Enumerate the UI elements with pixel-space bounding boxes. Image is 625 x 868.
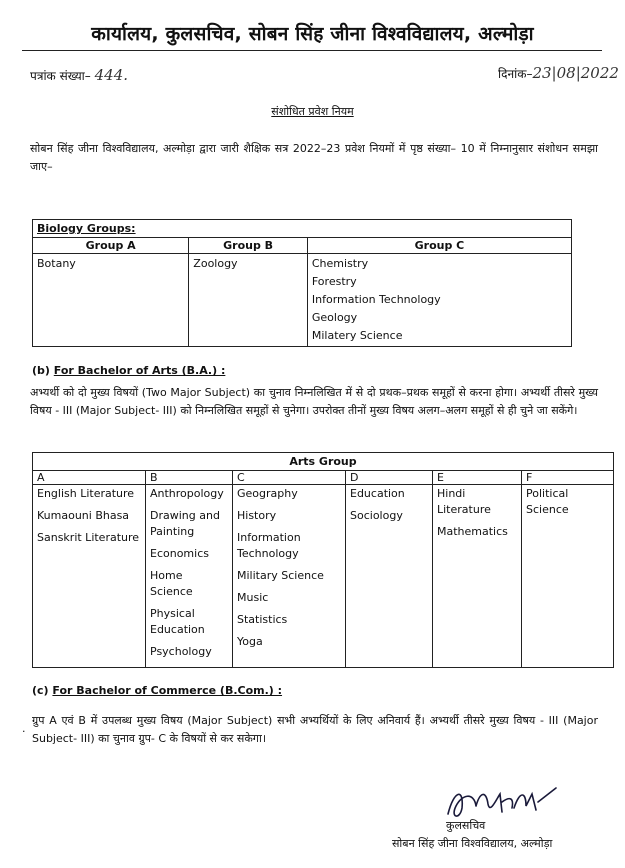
bcom-paragraph: ग्रुप A एवं B में उपलब्ध मुख्य विषय (Major Subject) सभी अभ्यर्थियों के लिए अनिवार्य हैं। अभ्यर्थी तीसरे मुख्य विषय - III (Major Subject- III) का चुनाव ग्रुप- C के विषयों से कर सकेगा। — [32, 714, 598, 745]
date-label: दिनांक– — [498, 67, 533, 81]
col-c-header: C — [233, 471, 346, 485]
biology-groups-table — [32, 219, 572, 347]
list-item: Forestry — [311, 275, 357, 288]
group-b-header: Group B — [189, 238, 308, 254]
list-item: Zoology — [193, 257, 238, 270]
date-line — [498, 64, 619, 82]
ba-prefix: (b) — [32, 364, 50, 377]
list-item: English Literature — [37, 487, 135, 500]
reference-number — [30, 66, 128, 84]
list-item: Yoga — [237, 635, 263, 648]
col-a-cell — [33, 485, 146, 668]
group-a-header: Group A — [33, 238, 189, 254]
list-item: Milatery Science — [311, 329, 403, 342]
col-d-cell — [346, 485, 433, 668]
col-b-header: B — [146, 471, 233, 485]
signature-designation: कुलसचिव — [446, 819, 486, 832]
list-item: Chemistry — [311, 257, 369, 270]
ba-subheading — [32, 364, 225, 377]
list-item: Military Science — [237, 569, 324, 582]
arts-caption: Arts Group — [33, 453, 614, 471]
list-item: Geology — [311, 311, 358, 324]
bcom-prefix: (c) — [32, 684, 49, 697]
bcom-bullet: . — [22, 722, 26, 735]
bcom-heading: For Bachelor of Commerce (B.Com.) : — [52, 684, 283, 697]
col-c-cell — [233, 485, 346, 668]
list-item: Anthropology — [150, 487, 224, 500]
date-value: 23|08|2022 — [532, 64, 619, 82]
col-e-header: E — [433, 471, 522, 485]
list-item: Physical Education — [150, 607, 205, 636]
list-item: Statistics — [237, 613, 288, 626]
ba-heading: For Bachelor of Arts (B.A.) : — [53, 364, 226, 377]
bcom-subheading — [32, 684, 282, 697]
list-item: Geography — [237, 487, 298, 500]
list-item: Sanskrit Literature — [37, 531, 140, 544]
col-f-header: F — [522, 471, 614, 485]
group-a-cell — [33, 254, 189, 347]
signature-organisation: सोबन सिंह जीना विश्वविद्यालय, अल्मोड़ा — [392, 837, 553, 850]
list-item: Home Science — [150, 569, 193, 598]
list-item: Economics — [150, 547, 209, 560]
list-item: Kumaouni Bhasa — [37, 509, 130, 522]
col-a-header: A — [33, 471, 146, 485]
list-item: Education — [350, 487, 405, 500]
list-item: Drawing and Painting — [150, 509, 220, 538]
col-b-cell — [146, 485, 233, 668]
list-item: History — [237, 509, 277, 522]
list-item: Mathematics — [437, 525, 508, 538]
biology-caption: Biology Groups: — [33, 220, 572, 238]
title-underline — [22, 50, 602, 51]
group-c-cell — [307, 254, 571, 347]
list-item: Information Technology — [311, 293, 441, 306]
intro-paragraph: सोबन सिंह जीना विश्वविद्यालय, अल्मोड़ा द्वारा जारी शैक्षिक सत्र 2022–23 प्रवेश नियमों में पृष्ठ संख्या– 10 में निम्नानुसार संशोधन समझा जाए– — [30, 142, 598, 173]
col-d-header: D — [346, 471, 433, 485]
list-item: Hindi Literature — [437, 487, 491, 516]
col-e-cell — [433, 485, 522, 668]
reference-value: 444. — [94, 66, 129, 84]
arts-group-table — [32, 452, 614, 668]
list-item: Sociology — [350, 509, 403, 522]
list-item: Information Technology — [237, 531, 301, 560]
list-item: Botany — [37, 257, 76, 270]
group-c-header: Group C — [307, 238, 571, 254]
list-item: Political Science — [526, 487, 569, 516]
list-item: Music — [237, 591, 269, 604]
document-heading: संशोधित प्रवेश नियम — [271, 105, 354, 118]
office-title: कार्यालय, कुलसचिव, सोबन सिंह जीना विश्वविद्यालय, अल्मोड़ा — [91, 23, 534, 45]
ba-paragraph: अभ्यर्थी को दो मुख्य विषयों (Two Major Subject) का चुनाव निम्नलिखित में से दो प्रथक–प्रथक समूहों से करना होगा। अभ्यर्थी तीसरे मुख्य विषय - III (Major Subject- III) को निम्नलिखित समूहों से चुनेगा। उपरोक्त तीनों मुख्य विषय अलग–अलग समूहों से ही चुने जा सकेंगे। — [30, 386, 598, 417]
reference-label: पत्रांक संख्या– — [30, 69, 91, 83]
list-item: Psychology — [150, 645, 212, 658]
col-f-cell — [522, 485, 614, 668]
group-b-cell — [189, 254, 308, 347]
